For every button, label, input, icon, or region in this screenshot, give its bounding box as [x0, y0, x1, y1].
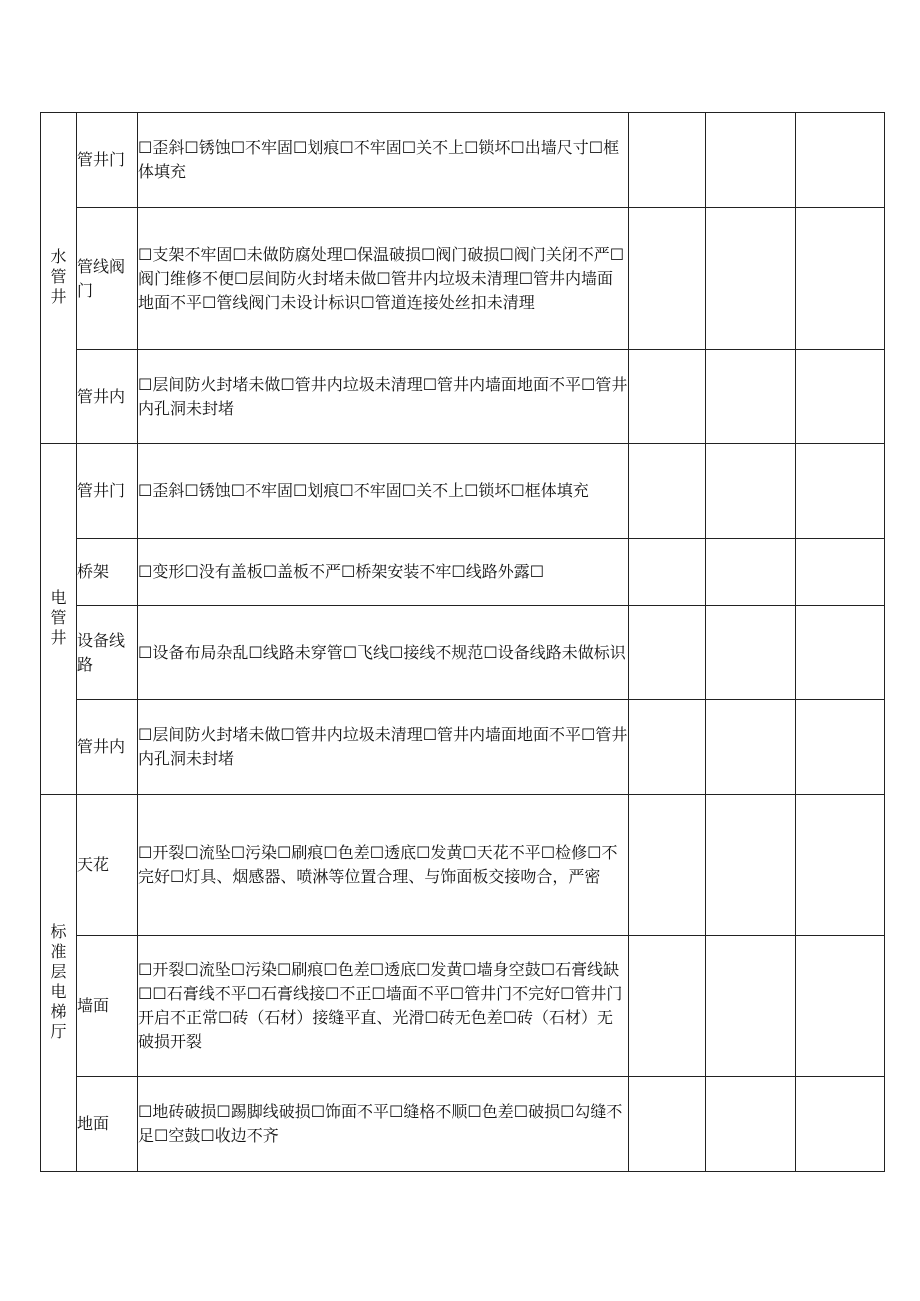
blank-cell: [796, 208, 885, 350]
item-label: 墙面: [77, 936, 138, 1077]
blank-cell: [629, 606, 706, 700]
blank-cell: [796, 1077, 885, 1172]
item-label: 管井门: [77, 444, 138, 539]
blank-cell: [796, 795, 885, 936]
blank-cell: [629, 444, 706, 539]
item-label: 桥架: [77, 539, 138, 606]
blank-cell: [629, 208, 706, 350]
item-label: 地面: [77, 1077, 138, 1172]
blank-cell: [796, 606, 885, 700]
blank-cell: [629, 936, 706, 1077]
inspection-table: [40, 112, 885, 1172]
blank-cell: [706, 444, 796, 539]
blank-cell: [706, 539, 796, 606]
blank-cell: [796, 936, 885, 1077]
table-row: [41, 113, 885, 208]
table-row: [41, 1077, 885, 1172]
item-label: 设备线路: [77, 606, 138, 700]
item-description: ☐层间防火封堵未做☐管井内垃圾未清理☐管井内墙面地面不平☐管井内孔洞未封堵: [138, 350, 629, 444]
blank-cell: [706, 795, 796, 936]
blank-cell: [629, 350, 706, 444]
item-description: ☐层间防火封堵未做☐管井内垃圾未清理☐管井内墙面地面不平☐管井内孔洞未封堵: [138, 700, 629, 795]
item-description: ☐变形☐没有盖板☐盖板不严☐桥架安装不牢☐线路外露☐: [138, 539, 629, 606]
blank-cell: [706, 113, 796, 208]
blank-cell: [796, 113, 885, 208]
blank-cell: [706, 1077, 796, 1172]
item-description: ☐开裂☐流坠☐污染☐刷痕☐色差☐透底☐发黄☐天花不平☐检修☐不完好☐灯具、烟感器、喷淋等位置合理、与饰面板交接吻合，严密: [138, 795, 629, 936]
table-row: [41, 700, 885, 795]
table-row: [41, 539, 885, 606]
table-row: [41, 208, 885, 350]
item-label: 管井门: [77, 113, 138, 208]
item-description: ☐歪斜☐锈蚀☐不牢固☐划痕☐不牢固☐关不上☐锁坏☐框体填充: [138, 444, 629, 539]
item-description: ☐支架不牢固☐未做防腐处理☐保温破损☐阀门破损☐阀门关闭不严☐阀门维修不便☐层间防火封堵未做☐管井内垃圾未清理☐管井内墙面地面不平☐管线阀门未设计标识☐管道连接处丝扣未清理: [138, 208, 629, 350]
table-row: [41, 350, 885, 444]
table-row: [41, 444, 885, 539]
group-label-water-shaft: 水管井: [41, 113, 77, 444]
blank-cell: [796, 539, 885, 606]
blank-cell: [629, 795, 706, 936]
blank-cell: [629, 700, 706, 795]
item-description: ☐歪斜☐锈蚀☐不牢固☐划痕☐不牢固☐关不上☐锁坏☐出墙尺寸☐框体填充: [138, 113, 629, 208]
blank-cell: [706, 700, 796, 795]
item-label: 管井内: [77, 350, 138, 444]
blank-cell: [706, 606, 796, 700]
item-label: 管线阀门: [77, 208, 138, 350]
blank-cell: [796, 350, 885, 444]
blank-cell: [796, 444, 885, 539]
group-label-electric-shaft: 电管井: [41, 444, 77, 795]
table-row: [41, 936, 885, 1077]
blank-cell: [796, 700, 885, 795]
blank-cell: [629, 1077, 706, 1172]
blank-cell: [706, 208, 796, 350]
blank-cell: [629, 539, 706, 606]
blank-cell: [629, 113, 706, 208]
blank-cell: [706, 936, 796, 1077]
table-row: [41, 795, 885, 936]
group-label-elevator-lobby: 标准层电梯厅: [41, 795, 77, 1172]
item-label: 天花: [77, 795, 138, 936]
item-description: ☐设备布局杂乱☐线路未穿管☐飞线☐接线不规范☐设备线路未做标识: [138, 606, 629, 700]
table-row: [41, 606, 885, 700]
item-description: ☐开裂☐流坠☐污染☐刷痕☐色差☐透底☐发黄☐墙身空鼓☐石膏线缺☐☐石膏线不平☐石膏线接☐不正☐墙面不平☐管井门不完好☐管井门开启不正常☐砖（石材）接缝平直、光滑☐砖无色差☐砖（石材）无破损开裂: [138, 936, 629, 1077]
blank-cell: [706, 350, 796, 444]
item-description: ☐地砖破损☐踢脚线破损☐饰面不平☐缝格不顺☐色差☐破损☐勾缝不足☐空鼓☐收边不齐: [138, 1077, 629, 1172]
item-label: 管井内: [77, 700, 138, 795]
